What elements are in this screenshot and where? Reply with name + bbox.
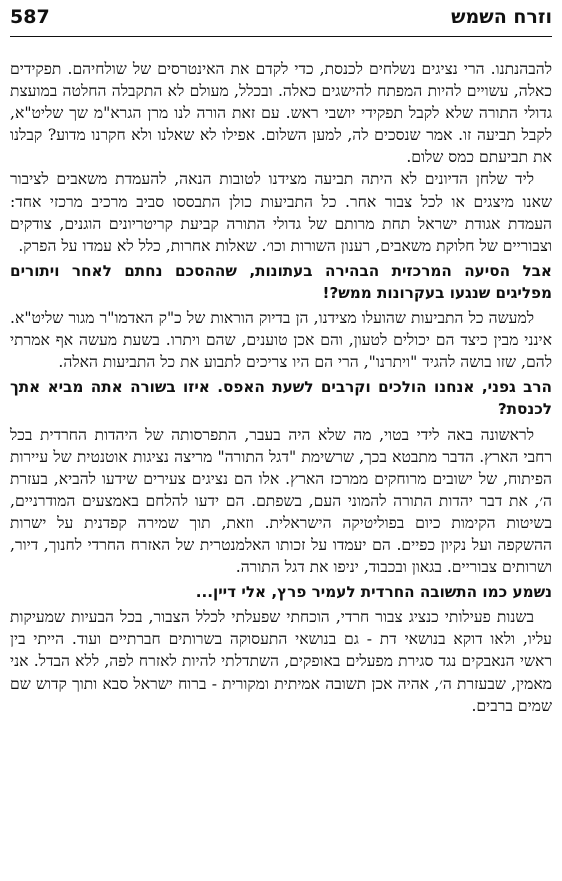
paragraph-1: להבהנתנו. הרי נציגים נשלחים לכנסת, כדי לקדם את האינטרסים של שולחיהם. תפקידים כאלה, עשויים להיות המפתח להישגים כאלה. ובכלל, מעולם לא התקבלה החלטה במועצת גדולי התורה שלא לקבל תפקידי יושבי ראש. עם זאת הורה לנו מרן הגרא"מ שך שליט"א, לקבל תביעה זו. אמר שנסכים לה, למען השלום. אפילו לא שאלנו ולא חקרנו מדוע? קבלנו את תביעתם כמס שלום. [10,60,552,167]
interview-question-3: נשמע כמו התשובה החרדית לעמיר פרץ, אלי דיין... [195,583,552,602]
running-head [10,4,552,30]
paragraph-4: לראשונה באה לידי בטוי, מה שלא היה בעבר, התפרסותה של היהדות החרדית בכל רחבי הארץ. הדבר מתבטא בכך, שרשימת "דגל התורה" מריצה נציגות אוטנטית של עיירות הפיתוח, של ישובים מרוחקים ממרכז הארץ. אלו הם נציגים צעירים שידעו להביא, בעזרת ה׳, את דבר יהדות התורה להמוני העם, בשפתם. הם ידעו להלחם באמצעים המודרניים, בשיטות הקימות כיום בפוליטיקה הישראלית. וזאת, תוך שמירה קפדנית על ישרות ההשקפה ועל נקיון כפיים. הם יעמדו על זכותו האלמנטרית של האזרח החרדי לחנוך, דיור, ושרותים צבוריים. בגאון ובכבוד, יניפו את דגל התורה. [10,425,552,577]
header-rule [10,36,552,37]
paragraph-5: בשנות פעילותי כנציג צבור חרדי, הוכחתי שפעלתי לכלל הצבור, בכל הבעיות שמעיקות עליו, ולאו דוקא בנושאי דת - גם בנושאי התעסוקה בשרותים חברתיים ועוד. הייתי בין ראשי הנאבקים נגד סגירת מפעלים באופקים, השתדלתי להיות לאזרח לפה, ללא הבדל. אני מאמין, שבעזרת ה׳, אהיה אכן תשובה אמיתית ומקורית - ברוח ישראל סבא ותוך קדוש שם שמים ברבים. [10,608,552,715]
interview-question-1: אבל הסיעה המרכזית הבהירה בעתונות, שההסכם נחתם לאחר ויתורים מפליגים שנגעו בעקרונות ממש?! [10,261,552,302]
article-body [10,58,552,717]
paragraph-2: ליד שלחן הדיונים לא היתה תביעה מצידנו לטובות הנאה, להעמדת משאבים לציבור שאנו מיצגים או לכל צבור אחר. כל התביעות כולן התבססו סביב מרכיב מרכזי אחד: העמדת אגודת ישראל תחת מרותם של גדולי התורה קביעת קריטריונים הוגנים, צודקים וצבוריים של חלוקת משאבים, רענון השורות וכו׳. שאלות אחרות, כלל לא עמדו על הפרק. [10,170,552,255]
book-title: וזרח השמש [451,6,552,28]
interview-question-2: הרב גפני, אנחנו הולכים וקרבים לשעת האפס. איזו בשורה אתה מביא אתך לכנסת? [10,378,552,419]
page-number: 587 [10,6,50,28]
paragraph-3: למעשה כל התביעות שהועלו מצידנו, הן בדיוק הוראות של כ"ק האדמו"ר מגור שליט"א. אינני מבין כיצד הם יכולים לטעון, והם אכן טוענים, שהם ויתרו. בשעת מעשה אף אמרתי להם, שזו בושה להגיד "ויתרנו", הרי הם היו צריכים לתבוע את כל התביעות האלה. [10,309,552,372]
